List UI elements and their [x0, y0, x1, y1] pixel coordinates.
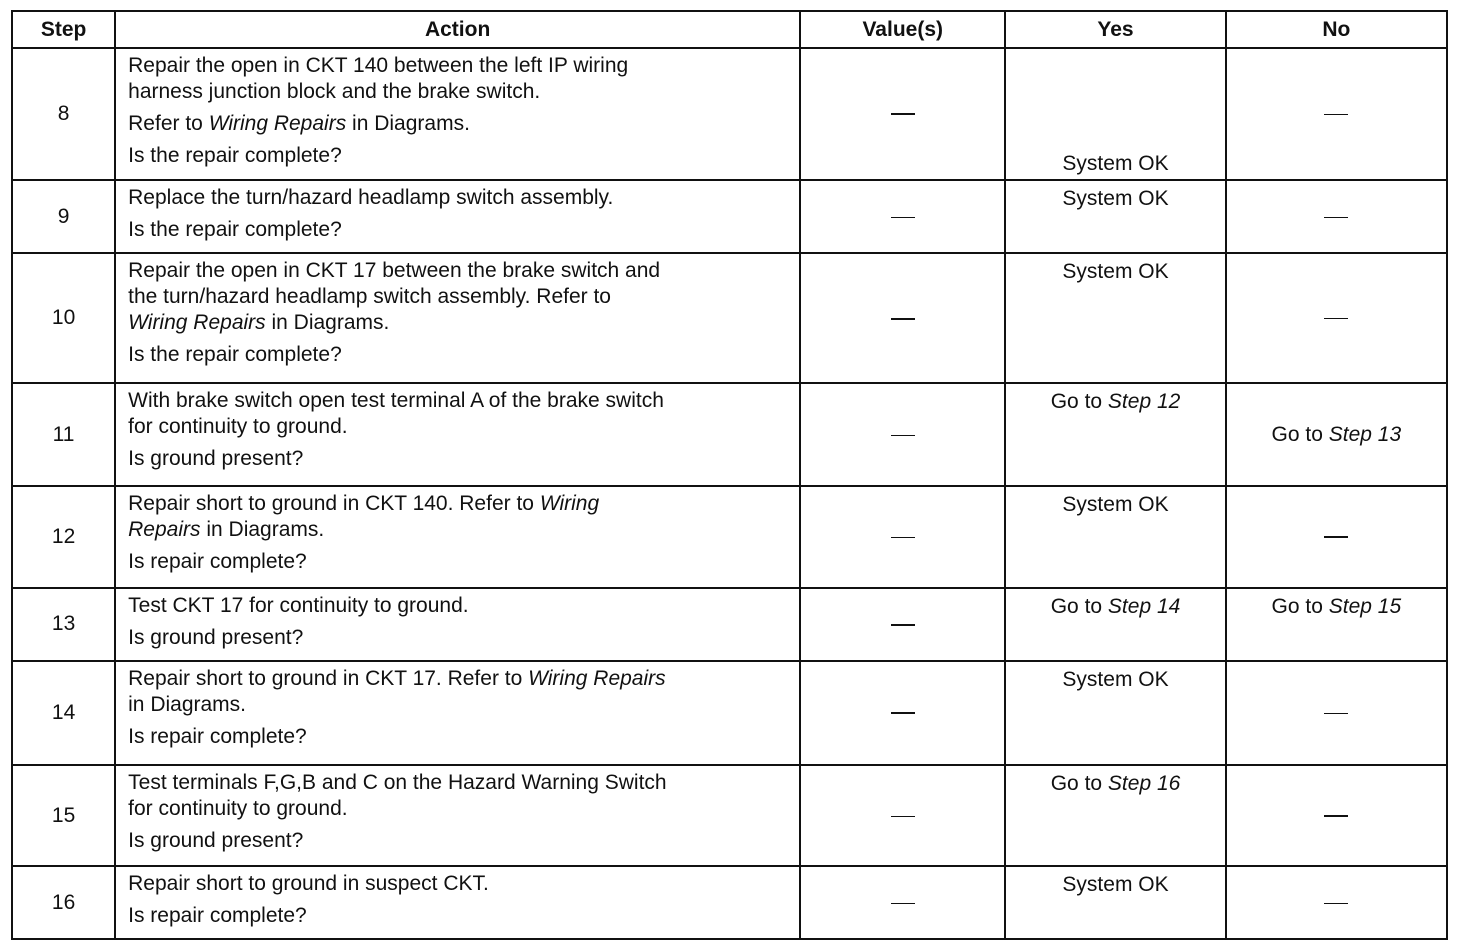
- em-dash: [891, 435, 915, 436]
- goto-step-link: Step 16: [1107, 771, 1181, 795]
- table-row: [12, 588, 1447, 661]
- table-row: [12, 661, 1447, 765]
- em-dash: [891, 624, 915, 626]
- em-dash: [1324, 903, 1348, 904]
- step-number: 10: [12, 253, 115, 383]
- ref-title: Wiring: [539, 491, 600, 515]
- header-row: [12, 11, 1447, 48]
- action-question: Is ground present?: [128, 447, 304, 471]
- action-text: Test CKT 17 for continuity to ground.: [128, 593, 469, 617]
- value-cell: [800, 383, 1005, 486]
- header-action: Action: [115, 11, 800, 48]
- yes-cell: System OK: [1005, 180, 1225, 253]
- em-dash: [891, 712, 915, 714]
- em-dash: [891, 537, 915, 538]
- diagnostic-table: [11, 10, 1448, 940]
- ref-title: Wiring Repairs: [208, 112, 347, 135]
- yes-cell: System OK: [1005, 48, 1225, 180]
- no-cell: [1226, 765, 1447, 867]
- step-number: 12: [12, 486, 115, 588]
- table-row: [12, 383, 1447, 486]
- action-reference: [128, 310, 791, 336]
- action-reference: [128, 111, 791, 137]
- goto-prefix: Go to: [1050, 390, 1108, 414]
- yes-cell: System OK: [1005, 253, 1225, 383]
- action-question: Is repair complete?: [128, 549, 307, 573]
- no-cell: [1226, 180, 1447, 253]
- table-row: [12, 765, 1447, 867]
- value-cell: [800, 180, 1005, 253]
- action-cell: [115, 866, 800, 939]
- action-text: for continuity to ground.: [128, 796, 348, 820]
- no-cell: [1226, 48, 1447, 180]
- table-row: [12, 48, 1447, 180]
- ref-title: Wiring Repairs: [528, 667, 666, 691]
- ref-prefix: Refer to: [128, 112, 209, 135]
- value-cell: [800, 661, 1005, 765]
- action-question: Is ground present?: [128, 625, 304, 649]
- goto-step-link: Step 14: [1107, 594, 1181, 618]
- yes-cell: [1005, 383, 1225, 486]
- header-no: No: [1226, 11, 1447, 48]
- goto-prefix: Go to: [1271, 422, 1329, 446]
- action-text: [128, 517, 791, 543]
- ref-suffix: in Diagrams.: [346, 112, 470, 135]
- action-cell: [115, 180, 800, 253]
- yes-cell: [1005, 588, 1225, 661]
- em-dash: [1324, 536, 1348, 538]
- action-cell: [115, 765, 800, 867]
- action-question: Is the repair complete?: [128, 217, 342, 241]
- action-text: [128, 666, 791, 692]
- header-yes: Yes: [1005, 11, 1225, 48]
- step-number: 8: [12, 48, 115, 180]
- table-row: [12, 866, 1447, 939]
- em-dash: [1324, 114, 1348, 115]
- goto-prefix: Go to: [1050, 771, 1108, 795]
- step-number: 14: [12, 661, 115, 765]
- action-text: harness junction block and the brake switch.: [128, 80, 541, 103]
- action-cell: [115, 661, 800, 765]
- em-dash: [891, 217, 915, 218]
- goto-step-link: Step 12: [1107, 390, 1181, 414]
- no-cell: [1226, 866, 1447, 939]
- action-text: in Diagrams.: [128, 693, 247, 717]
- header-step: Step: [12, 11, 115, 48]
- goto-prefix: Go to: [1050, 594, 1108, 618]
- yes-cell: System OK: [1005, 486, 1225, 588]
- action-text: Test terminals F,G,B and C on the Hazard Warning Switch: [128, 770, 667, 794]
- step-number: 15: [12, 765, 115, 867]
- action-cell: [115, 253, 800, 383]
- action-text: the turn/hazard headlamp switch assembly. Refer to: [128, 285, 611, 309]
- action-question: Is repair complete?: [128, 725, 307, 749]
- em-dash: [891, 816, 915, 817]
- action-cell: [115, 486, 800, 588]
- table-row: [12, 253, 1447, 383]
- action-question: Is ground present?: [128, 828, 304, 852]
- action-text-part: Repair short to ground in CKT 17. Refer to: [128, 667, 529, 691]
- em-dash: [1324, 217, 1348, 218]
- action-text: With brake switch open test terminal A of the brake switch: [128, 389, 664, 413]
- goto-prefix: Go to: [1271, 594, 1329, 618]
- em-dash: [1324, 318, 1348, 319]
- yes-cell: System OK: [1005, 866, 1225, 939]
- no-cell: [1226, 661, 1447, 765]
- table-row: [12, 180, 1447, 253]
- goto-step-link: Step 13: [1328, 422, 1402, 446]
- action-text-part: Repair short to ground in CKT 140. Refer to: [128, 491, 540, 515]
- em-dash: [891, 318, 915, 320]
- ref-title: Repairs: [128, 517, 201, 541]
- value-cell: [800, 48, 1005, 180]
- step-number: 9: [12, 180, 115, 253]
- action-question: Is the repair complete?: [128, 343, 342, 367]
- value-cell: [800, 486, 1005, 588]
- ref-suffix: in Diagrams.: [265, 311, 390, 335]
- action-text: Repair short to ground in suspect CKT.: [128, 872, 489, 896]
- em-dash: [891, 113, 915, 115]
- table-row: [12, 486, 1447, 588]
- action-question: Is repair complete?: [128, 904, 307, 928]
- action-text: [128, 491, 791, 517]
- action-cell: [115, 383, 800, 486]
- em-dash: [1324, 713, 1348, 714]
- ref-suffix: in Diagrams.: [200, 517, 325, 541]
- step-number: 16: [12, 866, 115, 939]
- header-values: Value(s): [800, 11, 1005, 48]
- no-cell: [1226, 253, 1447, 383]
- ref-title: Wiring Repairs: [128, 311, 266, 335]
- em-dash: [1324, 815, 1348, 817]
- yes-cell: [1005, 765, 1225, 867]
- no-cell: [1226, 486, 1447, 588]
- action-text: Repair the open in CKT 17 between the brake switch and: [128, 259, 661, 283]
- step-number: 13: [12, 588, 115, 661]
- action-cell: [115, 48, 800, 180]
- value-cell: [800, 765, 1005, 867]
- step-number: 11: [12, 383, 115, 486]
- value-cell: [800, 588, 1005, 661]
- action-question: Is the repair complete?: [128, 144, 342, 167]
- yes-cell: System OK: [1005, 661, 1225, 765]
- action-text: Repair the open in CKT 140 between the left IP wiring: [128, 54, 629, 77]
- no-cell: [1226, 588, 1447, 661]
- goto-step-link: Step 15: [1328, 594, 1402, 618]
- action-text: for continuity to ground.: [128, 415, 348, 439]
- value-cell: [800, 253, 1005, 383]
- em-dash: [891, 903, 915, 904]
- no-cell: [1226, 383, 1447, 486]
- action-cell: [115, 588, 800, 661]
- value-cell: [800, 866, 1005, 939]
- action-text: Replace the turn/hazard headlamp switch assembly.: [128, 185, 614, 209]
